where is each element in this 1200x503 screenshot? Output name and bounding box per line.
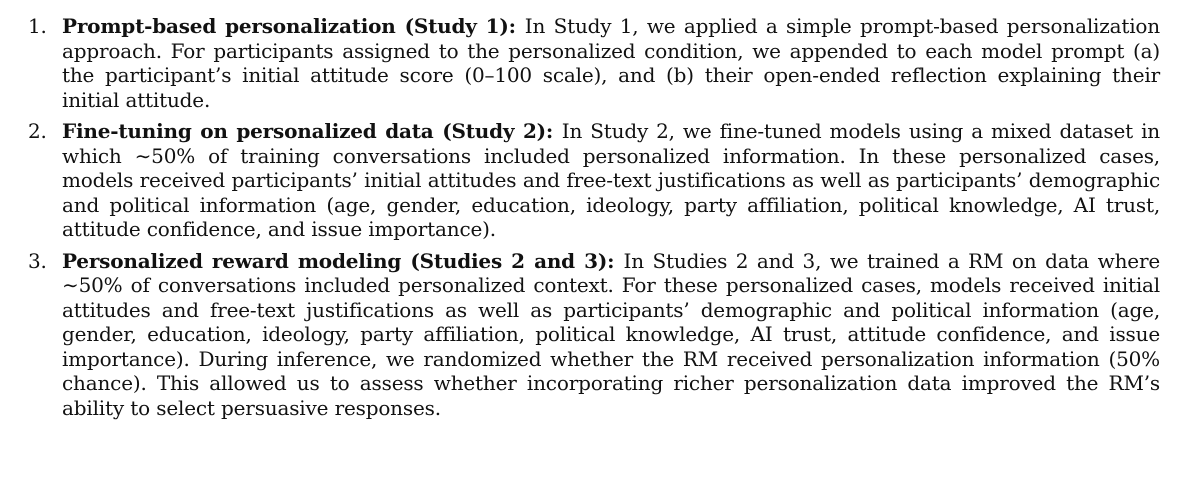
item-title: Personalized reward modeling (Studies 2 and 3): [62, 248, 624, 273]
item-text: In Study 2, we fine-tuned models using a mixed dataset in which ∼50% of training conversations included personalized information. In these personalized cases, models received participants’ initial attitudes and free-text justifications as well as participants’ demographic and political information (age, gender, education, ideology, party affiliation, political knowledge, AI trust, attitude confidence, and issue importance). [62, 119, 1160, 241]
item-title: Prompt-based personalization (Study 1): [62, 14, 525, 38]
item-title: Fine-tuning on personalized data (Study 2): [62, 119, 562, 143]
list-number: 1. [28, 14, 47, 38]
list-item-prompt-personalization [28, 14, 1160, 112]
item-text: In Studies 2 and 3, we trained a RM on data where ∼50% of conversations included personalized context. For these personalized cases, models received initial attitudes and free-text justifications as well as participants’ demographic and political information (age, gender, education, ideology, party affiliation, political knowledge, AI trust, attitude confidence, and issue importance). During inference, we randomized whether the RM received personalization information (50% chance). This allowed us to assess whether incorporating richer personalization data improved the RM’s ability to select persuasive responses. [62, 248, 1160, 420]
numbered-list [28, 14, 1160, 427]
list-number: 2. [28, 119, 47, 143]
list-item-reward-modeling [28, 249, 1160, 421]
list-number: 3. [28, 248, 47, 273]
list-item-fine-tuning [28, 119, 1160, 242]
item-text: In Study 1, we applied a simple prompt-based personalization approach. For participants assigned to the personalized condition, we appended to each model prompt (a) the participant’s initial attitude score (0–100 scale), and (b) their open-ended reflection explaining their initial attitude. [62, 14, 1160, 112]
